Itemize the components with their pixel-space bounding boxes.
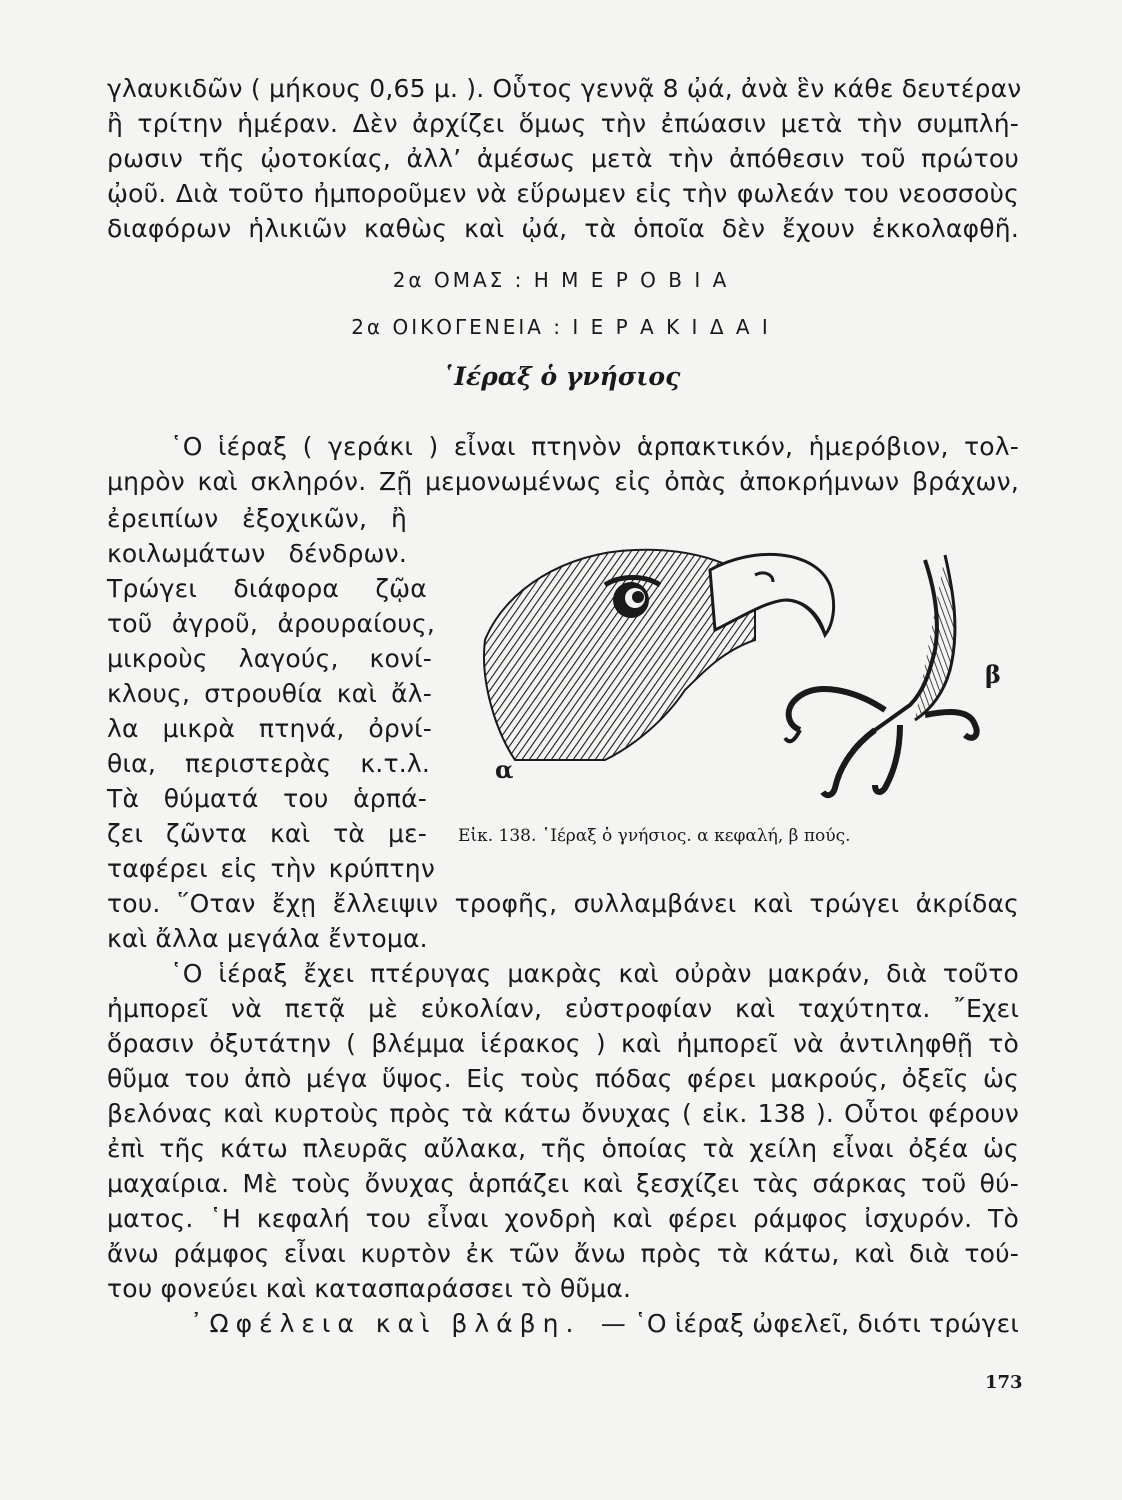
text-line: βελόνας καὶ κυρτοὺς πρὸς τὰ κάτω ὄνυχας ( εἰκ. 138 ). Οὗτοι φέρουν xyxy=(107,1099,1019,1128)
text-line: γλαυκιδῶν ( μήκους 0,65 μ. ). Οὗτος γεννᾷ 8 ᾠά, ἀνὰ ἓν κάθε δευτέραν xyxy=(107,74,1022,103)
text-line: Τρώγει διάφορα ζῷα xyxy=(107,574,427,603)
text-line: μαχαίρια. Μὲ τοὺς ὄνυχας ἁρπάζει καὶ ξεσχίζει τὰς σάρκας τοῦ θύ- xyxy=(107,1169,1019,1198)
text-line: ῾Ο ἱέραξ ἔχει πτέρυγας μακρὰς καὶ οὐρὰν μακράν, διὰ τοῦτο xyxy=(170,959,1019,988)
text-line: μηρὸν καὶ σκληρόν. Ζῇ μεμονωμένως εἰς ὀπὰς ἀποκρήμνων βράχων, xyxy=(107,467,1019,496)
text-line: ζει ζῶντα καὶ τὰ με- xyxy=(107,819,427,848)
text-line: λα μικρὰ πτηνά, ὀρνί- xyxy=(107,714,432,743)
text-line: κλους, στρουθία καὶ ἄλ- xyxy=(107,679,432,708)
order-heading: 2α ΟΜΑΣ : Η Μ Ε Ρ Ο Β Ι Α xyxy=(392,268,730,292)
text-line: Τὰ θύματά του ἁρπά- xyxy=(107,784,427,813)
text-line: ρωσιν τῆς ᾠοτοκίας, ἀλλ’ ἀμέσως μετὰ τὴν ἀπόθεσιν τοῦ πρώτου xyxy=(107,144,1019,173)
figure-label-b: β xyxy=(985,660,1001,689)
hawk-figure xyxy=(455,530,1015,810)
text-line: καὶ ἄλλα μεγάλα ἔντομα. xyxy=(107,924,428,953)
family-heading: 2α ΟΙΚΟΓΕΝΕΙΑ : Ι Ε Ρ Α Κ Ι Δ Α Ι xyxy=(351,315,771,339)
text-line: θῦμα του ἀπὸ μέγα ὕψος. Εἰς τοὺς πόδας φέρει μακρούς, ὀξεῖς ὡς xyxy=(107,1064,1019,1093)
figure-label-a: α xyxy=(495,755,514,784)
text-line: ἢ τρίτην ἡμέραν. Δὲν ἀρχίζει ὅμως τὴν ἐπώασιν μετὰ τὴν συμπλή- xyxy=(107,109,1019,138)
text-line: του. ῞Οταν ἔχῃ ἔλλειψιν τροφῆς, συλλαμβάνει καὶ τρώγει ἀκρίδας xyxy=(107,889,1019,918)
species-title: ῾Ιέραξ ὁ γνήσιος xyxy=(441,362,681,391)
text-line: θια, περιστερὰς κ.τ.λ. xyxy=(107,749,430,778)
text-line: τοῦ ἀγροῦ, ἀρουραίους, xyxy=(107,609,435,638)
text-line: ἄνω ράμφος εἶναι κυρτὸν ἐκ τῶν ἄνω πρὸς τὰ κάτω, καὶ διὰ τού- xyxy=(107,1239,1019,1268)
figure-caption: Εἰκ. 138. ῾Ιέραξ ὁ γνήσιος. α κεφαλή, β πούς. xyxy=(458,826,851,846)
hawk-illustration xyxy=(455,530,1015,810)
text-line: ματος. ῾Η κεφαλή του εἶναι χονδρὴ καὶ φέρει ράμφος ἰσχυρόν. Τὸ xyxy=(107,1204,1019,1233)
text-line: του φονεύει καὶ κατασπαράσσει τὸ θῦμα. xyxy=(107,1274,632,1303)
text-line: ἐρειπίων ἐξοχικῶν, ἢ xyxy=(107,504,407,533)
text-line: ᾠοῦ. Διὰ τοῦτο ἠμποροῦμεν νὰ εὕρωμεν εἰς τὴν φωλεάν του νεοσσοὺς xyxy=(107,179,1019,208)
text-line: μικροὺς λαγούς, κονί- xyxy=(107,644,432,673)
page-number: 173 xyxy=(985,1372,1023,1393)
text-line: ταφέρει εἰς τὴν κρύπτην xyxy=(107,854,435,883)
text-line: κοιλωμάτων δένδρων. xyxy=(107,539,407,568)
text-line: ἐπὶ τῆς κάτω πλευρᾶς αὔλακα, τῆς ὁποίας τὰ χείλη εἶναι ὀξέα ὡς xyxy=(107,1134,1019,1163)
text-line: ῾Ο ἱέραξ ( γεράκι ) εἶναι πτηνὸν ἁρπακτικόν, ἡμερόβιον, τολ- xyxy=(170,432,1019,461)
text-line: ὅρασιν ὀξυτάτην ( βλέμμα ἱέρακος ) καὶ ἠμπορεῖ νὰ ἀντιληφθῇ τὸ xyxy=(107,1029,1019,1058)
text-line xyxy=(190,1307,1019,1341)
section-heading-inline: ᾽Ωφέλεια καὶ βλάβη. xyxy=(190,1309,581,1338)
text-line: ἠμπορεῖ νὰ πετᾷ μὲ εὐκολίαν, εὐστροφίαν καὶ ταχύτητα. ῎Εχει xyxy=(107,994,1019,1023)
text-line: διαφόρων ἡλικιῶν καθὼς καὶ ᾠά, τὰ ὁποῖα δὲν ἔχουν ἐκκολαφθῆ. xyxy=(107,214,1019,243)
text-line-rest: — ῾Ο ἱέραξ ὠφελεῖ, διότι τρώγει xyxy=(600,1309,1019,1338)
